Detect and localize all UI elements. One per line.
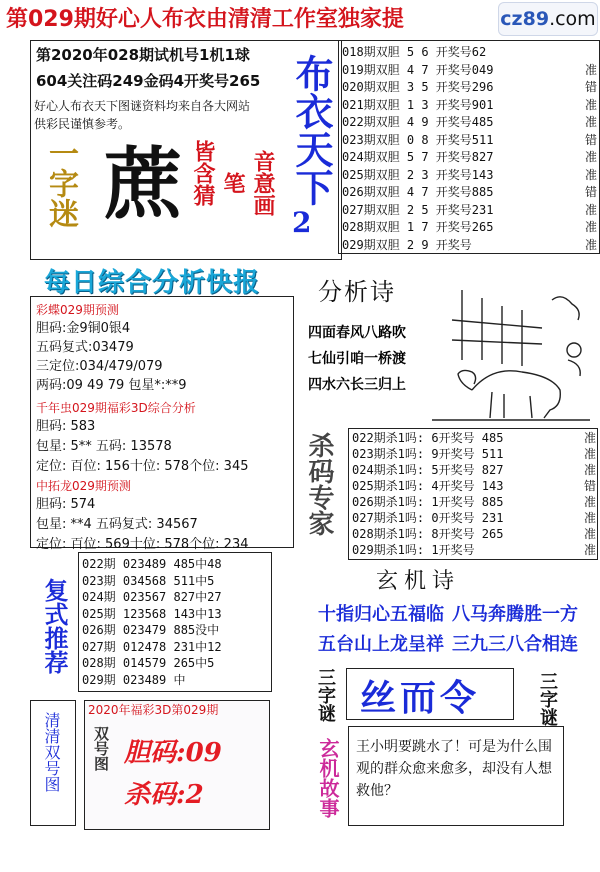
history-row-text: 029期双胆 2 9 开奖号: [342, 237, 472, 252]
fushi-row: [82, 606, 270, 623]
sanzi-label-left: 三字谜: [315, 668, 336, 722]
fushi-row-text: 026期 023479 885没中: [82, 623, 220, 637]
history-row: [342, 114, 597, 132]
xuanji-line-1a: 十指归心五福临: [318, 604, 444, 625]
history-row-mark: 准: [584, 62, 597, 77]
history-row-text: 019期双胆 4 7 开奖号049: [342, 62, 494, 77]
history-row-text: 021期双胆 1 3 开奖号901: [342, 97, 494, 112]
history-row: [342, 97, 597, 115]
brand-number: 2: [292, 206, 312, 239]
poem-line: 四面春风八路吹: [308, 325, 406, 341]
history-list: [342, 44, 597, 254]
fushi-row-text: 028期 014579 265中5: [82, 656, 215, 670]
fushi-row-text: 022期 023489 485中48: [82, 557, 222, 571]
kill-row-text: 027期杀1吗: 0开奖号 231: [352, 511, 504, 525]
kill-row: [352, 526, 596, 542]
qiannian-line: 定位: 百位: 156十位: 578个位: 345: [36, 459, 249, 474]
caidie-line: 胆码:金9铜0银4: [36, 321, 131, 336]
history-row-mark: 准: [584, 115, 597, 129]
brand-text: 布衣天下: [289, 54, 334, 206]
history-row-mark: 错: [584, 132, 597, 147]
poem-line: 四水六长三归上: [308, 377, 406, 393]
qiannian-head: 千年虫029期福彩3D综合分析: [36, 401, 196, 415]
kill-row-mark: 准: [583, 431, 596, 445]
fushi-row: [82, 556, 270, 573]
riddle-label: 一字迷: [43, 138, 78, 228]
history-row: [342, 149, 597, 167]
history-row: [342, 237, 597, 255]
fushi-list: [82, 556, 270, 688]
kill-row: [352, 510, 596, 526]
sanzi-word: 丝而令: [360, 677, 481, 719]
kill-row-text: 023期杀1吗: 9开奖号 511: [352, 447, 504, 461]
poem-lines: [308, 320, 406, 398]
riddle-hint-1: 皆含猜: [190, 140, 216, 206]
zhongtuo-line: 包星: **4 五码复式: 34567: [36, 517, 198, 532]
trial-line-1: 第2020年028期试机号1机1球: [36, 46, 250, 64]
history-row-text: 024期双胆 5 7 开奖号827: [342, 150, 494, 164]
history-row: [342, 132, 597, 150]
kill-row-mark: 准: [583, 463, 596, 477]
riddle-char: 蔗: [104, 139, 183, 230]
history-row-text: 026期双胆 4 7 开奖号885: [342, 185, 494, 199]
trial-note-1: 好心人布衣天下图谜资料均来自各大网站: [34, 99, 251, 113]
fushi-row: [82, 672, 270, 689]
daily-banner: 每日综合分析快报: [44, 268, 261, 298]
zhongtuo-section: [36, 478, 249, 555]
kill-row-mark: 错: [583, 479, 596, 493]
fushi-row: [82, 639, 270, 656]
fushi-row-text: 027期 012478 231中12: [82, 639, 222, 654]
history-row-mark: 准: [584, 167, 597, 182]
xuanji-line-2a: 五台山上龙呈祥: [318, 634, 444, 655]
kill-row-text: 029期杀1吗: 1开奖号: [352, 543, 475, 557]
logo-suffix: .com: [549, 8, 596, 30]
kill-row-text: 025期杀1吗: 4开奖号 143: [352, 479, 504, 493]
kill-row-text: 024期杀1吗: 5开奖号 827: [352, 463, 504, 477]
caidie-section: [36, 302, 187, 395]
fushi-row-text: 023期 034568 511中5: [82, 573, 215, 588]
history-row-mark: 准: [584, 220, 597, 234]
kill-list: [352, 430, 596, 558]
qingqing-side: 双号图: [92, 726, 110, 771]
kill-row-text: 026期杀1吗: 1开奖号 885: [352, 495, 504, 509]
qingqing-dan: 胆码:09: [124, 738, 222, 768]
fushi-label: 复式推荐: [40, 578, 69, 674]
fushi-row: [82, 589, 270, 606]
kill-row: [352, 462, 596, 478]
fushi-row: [82, 573, 270, 590]
kill-row-mark: 准: [583, 511, 596, 525]
riddle-hint-3: 音意画: [250, 150, 276, 216]
kill-row-mark: 准: [583, 527, 596, 541]
sanzi-label-right: 三字谜: [537, 672, 558, 726]
history-row-text: 025期双胆 2 3 开奖号143: [342, 167, 494, 182]
qiannian-line: 胆码: 583: [36, 419, 96, 434]
caidie-line: 五码复式:03479: [36, 340, 134, 355]
history-row: [342, 184, 597, 202]
zhongtuo-line: 定位: 百位: 569十位: 578个位: 234: [36, 537, 249, 552]
kill-row-mark: 准: [583, 447, 596, 461]
history-row-text: 023期双胆 0 8 开奖号511: [342, 132, 494, 147]
history-row-text: 027期双胆 2 5 开奖号231: [342, 202, 494, 217]
history-row-mark: 准: [584, 237, 597, 252]
history-row: [342, 62, 597, 80]
history-row: [342, 202, 597, 220]
kill-row: [352, 430, 596, 446]
ox-illustration: [432, 280, 590, 422]
history-row: [342, 219, 597, 237]
trial-note-2: 供彩民谨慎参考。: [34, 117, 131, 131]
fushi-row-text: 024期 023567 827中27: [82, 590, 222, 604]
history-row: [342, 44, 597, 62]
kill-row: [352, 494, 596, 510]
xuanji-line-2b: 三九三八合相连: [452, 634, 578, 655]
xuanji-title: 玄机诗: [376, 569, 461, 594]
history-row: [342, 167, 597, 185]
qingqing-head: 2020年福彩3D第029期: [88, 703, 219, 717]
story-label: 玄机故事: [316, 738, 340, 818]
history-row-text: 020期双胆 3 5 开奖号296: [342, 80, 494, 94]
kill-row-mark: 准: [583, 543, 596, 557]
history-row-mark: 错: [584, 185, 597, 199]
fushi-row: [82, 622, 270, 639]
xuanji-line-1b: 八马奔腾胜一方: [452, 604, 578, 625]
kill-row: [352, 446, 596, 462]
kill-row-text: 028期杀1吗: 8开奖号 265: [352, 527, 504, 541]
story-text: 王小明要跳水了！可是为什么围观的群众愈来愈多，却没有人想救他？: [356, 739, 552, 799]
history-row-mark: 准: [584, 202, 597, 217]
qingqing-label: 清清双号图: [42, 712, 61, 792]
history-row-text: 028期双胆 1 7 开奖号265: [342, 220, 494, 234]
history-row: [342, 79, 597, 97]
qiannian-section: [36, 400, 249, 477]
qiannian-line: 包星: 5** 五码: 13578: [36, 439, 172, 454]
history-row-text: 022期双胆 4 9 开奖号485: [342, 115, 494, 129]
qingqing-sha: 杀码:2: [124, 780, 204, 810]
zhongtuo-line: 胆码: 574: [36, 497, 96, 512]
page-title: 第029期好心人布衣由清清工作室独家提: [0, 0, 600, 40]
caidie-head: 彩蝶029期预测: [36, 303, 119, 317]
kill-row-text: 022期杀1吗: 6开奖号 485: [352, 431, 504, 445]
site-logo[interactable]: [498, 2, 598, 36]
caidie-line: 三定位:034/479/079: [36, 359, 163, 374]
poem-line: 七仙引咱一桥渡: [308, 351, 406, 367]
kill-label: 杀码专家: [304, 432, 334, 536]
caidie-line: 两码:09 49 79 包星*:**9: [36, 378, 187, 393]
riddle-hint-2: 笔: [220, 172, 246, 194]
kill-row: [352, 542, 596, 558]
logo-prefix: cz89: [500, 8, 550, 30]
fushi-row: [82, 655, 270, 672]
fushi-row-text: 029期 023489 中: [82, 672, 186, 687]
history-row-text: 018期双胆 5 6 开奖号62: [342, 45, 487, 59]
history-row-mark: 错: [584, 80, 597, 94]
kill-row: [352, 478, 596, 494]
poem-title: 分析诗: [318, 278, 396, 306]
trial-line-2: 604关注码249金码4开奖号265: [36, 72, 261, 90]
kill-row-mark: 准: [583, 495, 596, 509]
fushi-row-text: 025期 123568 143中13: [82, 606, 222, 621]
zhongtuo-head: 中拓龙029期预测: [36, 479, 131, 493]
history-row-mark: 准: [584, 97, 597, 112]
history-row-mark: 准: [584, 150, 597, 164]
